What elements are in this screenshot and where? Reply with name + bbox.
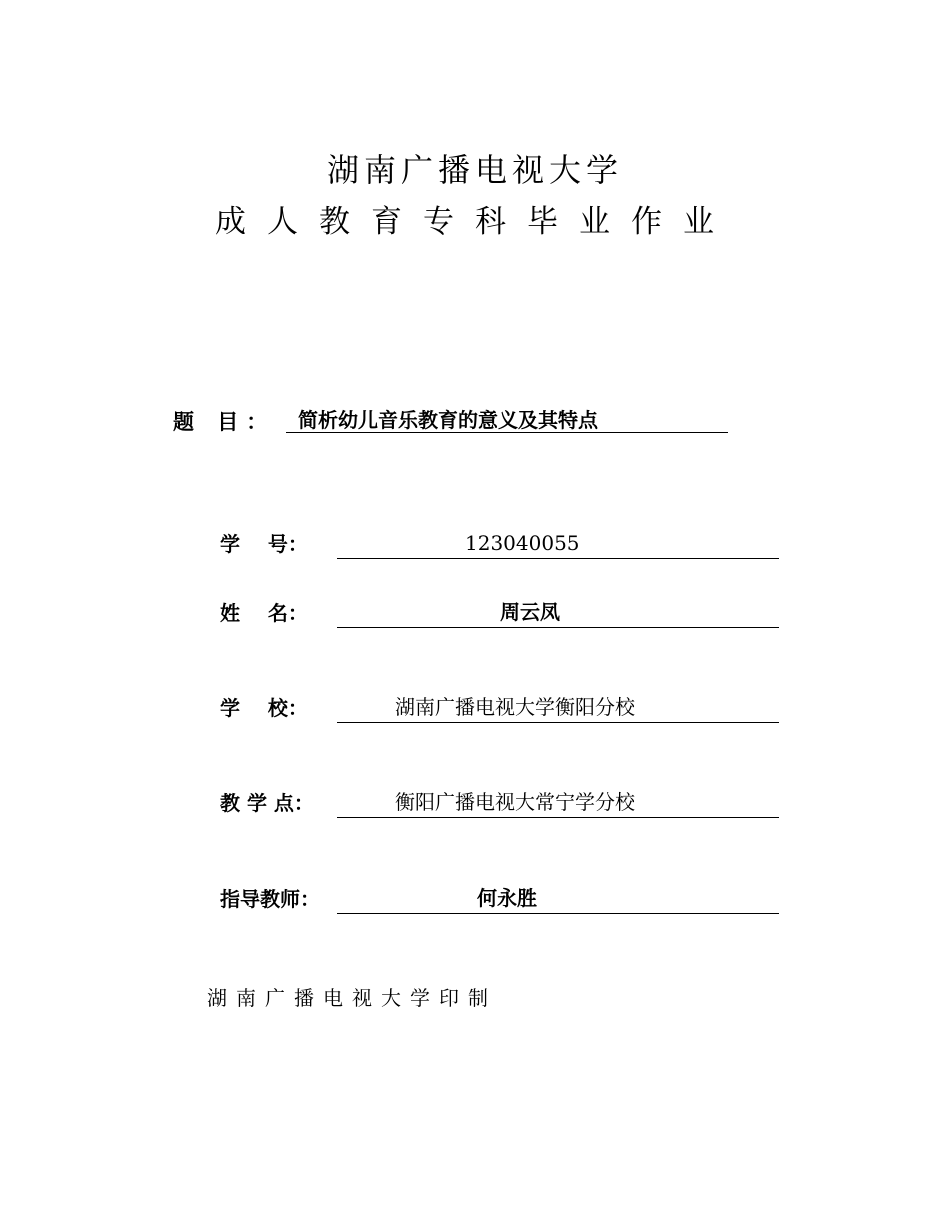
student-id-row xyxy=(220,529,780,559)
school-label: 学 校： xyxy=(220,696,308,720)
advisor-label: 指导教师： xyxy=(220,887,320,911)
assignment-type-title: 成人教育专科毕业作业 xyxy=(215,204,735,240)
teaching-site-row xyxy=(220,788,780,818)
teaching-site-label: 教 学 点： xyxy=(220,791,314,815)
topic-label: 题 目： xyxy=(173,410,276,434)
student-name-value: 周云凤 xyxy=(337,598,779,628)
school-row xyxy=(220,693,780,723)
university-title: 湖南广播电视大学 xyxy=(326,151,623,189)
teaching-site-value: 衡阳广播电视大常宁学分校 xyxy=(337,788,779,818)
student-name-label: 姓 名： xyxy=(220,601,308,625)
student-name-row xyxy=(220,598,780,628)
student-id-value: 123040055 xyxy=(337,529,779,559)
student-id-label: 学 号： xyxy=(220,532,308,556)
advisor-value: 何永胜 xyxy=(337,884,779,914)
topic-value: 简析幼儿音乐教育的意义及其特点 xyxy=(286,407,728,433)
advisor-row xyxy=(220,884,780,914)
school-value: 湖南广播电视大学衡阳分校 xyxy=(337,693,779,723)
printer-note: 湖南广播电视大学印制 xyxy=(207,986,497,1010)
